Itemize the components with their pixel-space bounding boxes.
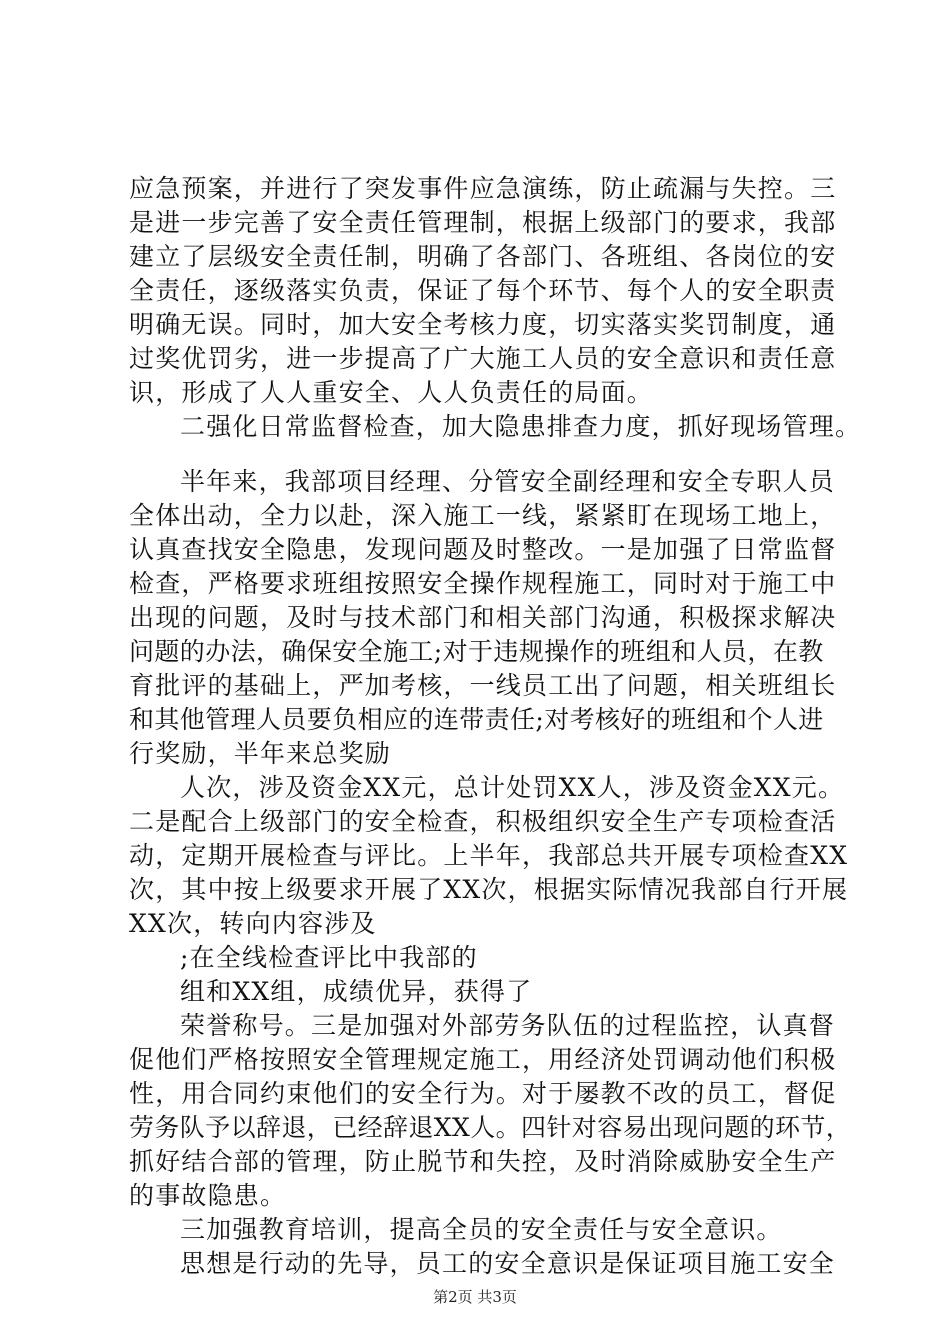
- text-line: 和其他管理人员要负相应的连带责任;对考核好的班组和个人进: [129, 705, 824, 734]
- text-line: 全体出动，全力以赴，深入施工一线，紧紧盯在现场工地上，: [129, 501, 837, 530]
- paragraph-start: 半年来，我部项目经理、分管安全副经理和安全专职人员: [180, 467, 836, 496]
- text-line: 育批评的基础上，严加考核，一线员工出了问题，相关班组长: [129, 671, 837, 700]
- text-line: 是进一步完善了安全责任管理制，根据上级部门的要求，我部: [129, 208, 837, 237]
- section-heading: 二强化日常监督检查，加大隐患排查力度，抓好现场管理。: [180, 412, 862, 441]
- text-line: 人次，涉及资金XX元，总计处罚XX人，涉及资金XX元。: [180, 773, 845, 802]
- text-line: 性，用合同约束他们的安全行为。对于屡教不改的员工，督促: [129, 1079, 837, 1108]
- text-line: 劳务队予以辞退，已经辞退XX人。四针对容易出现问题的环节，: [129, 1113, 852, 1142]
- text-line: 二是配合上级部门的安全检查，积极组织安全生产专项检查活: [129, 807, 837, 836]
- text-line: 出现的问题，及时与技术部门和相关部门沟通，积极探求解决: [129, 603, 837, 632]
- text-line: 思想是行动的先导，员工的安全意识是保证项目施工安全: [180, 1249, 836, 1278]
- page-number-footer: 第2页 共3页: [433, 1288, 517, 1306]
- text-line: 促他们严格按照安全管理规定施工，用经济处罚调动他们积极: [129, 1045, 837, 1074]
- text-line: 的事故隐患。: [129, 1181, 287, 1210]
- text-line: 认真查找安全隐患，发现问题及时整改。一是加强了日常监督: [129, 535, 837, 564]
- section-heading: 三加强教育培训，提高全员的安全责任与安全意识。: [180, 1215, 783, 1244]
- text-line: 组和XX组，成绩优异，获得了: [180, 977, 533, 1006]
- text-line: 全责任，逐级落实负责，保证了每个环节、每个人的安全职责: [129, 276, 837, 305]
- text-line: 荣誉称号。三是加强对外部劳务队伍的过程监控，认真督: [180, 1011, 836, 1040]
- text-line: ;在全线检查评比中我部的: [180, 943, 478, 972]
- text-line: 明确无误。同时，加大安全考核力度，切实落实奖罚制度，通: [129, 310, 837, 339]
- text-line: 过奖优罚劣，进一步提高了广大施工人员的安全意识和责任意: [129, 344, 837, 373]
- text-line: XX次，转向内容涉及: [129, 909, 377, 938]
- text-line: 行奖励，半年来总奖励: [129, 739, 392, 768]
- text-line: 动，定期开展检查与评比。上半年，我部总共开展专项检查XX: [129, 841, 849, 870]
- text-line: 应急预案，并进行了突发事件应急演练，防止疏漏与失控。三: [129, 174, 837, 203]
- text-line: 识，形成了人人重安全、人人负责任的局面。: [129, 378, 654, 407]
- text-line: 抓好结合部的管理，防止脱节和失控，及时消除威胁安全生产: [129, 1147, 837, 1176]
- text-line: 检查，严格要求班组按照安全操作规程施工，同时对于施工中: [129, 569, 837, 598]
- text-line: 次，其中按上级要求开展了XX次，根据实际情况我部自行开展: [129, 875, 849, 904]
- text-line: 建立了层级安全责任制，明确了各部门、各班组、各岗位的安: [129, 242, 837, 271]
- text-line: 问题的办法，确保安全施工;对于违规操作的班组和人员，在教: [129, 637, 824, 666]
